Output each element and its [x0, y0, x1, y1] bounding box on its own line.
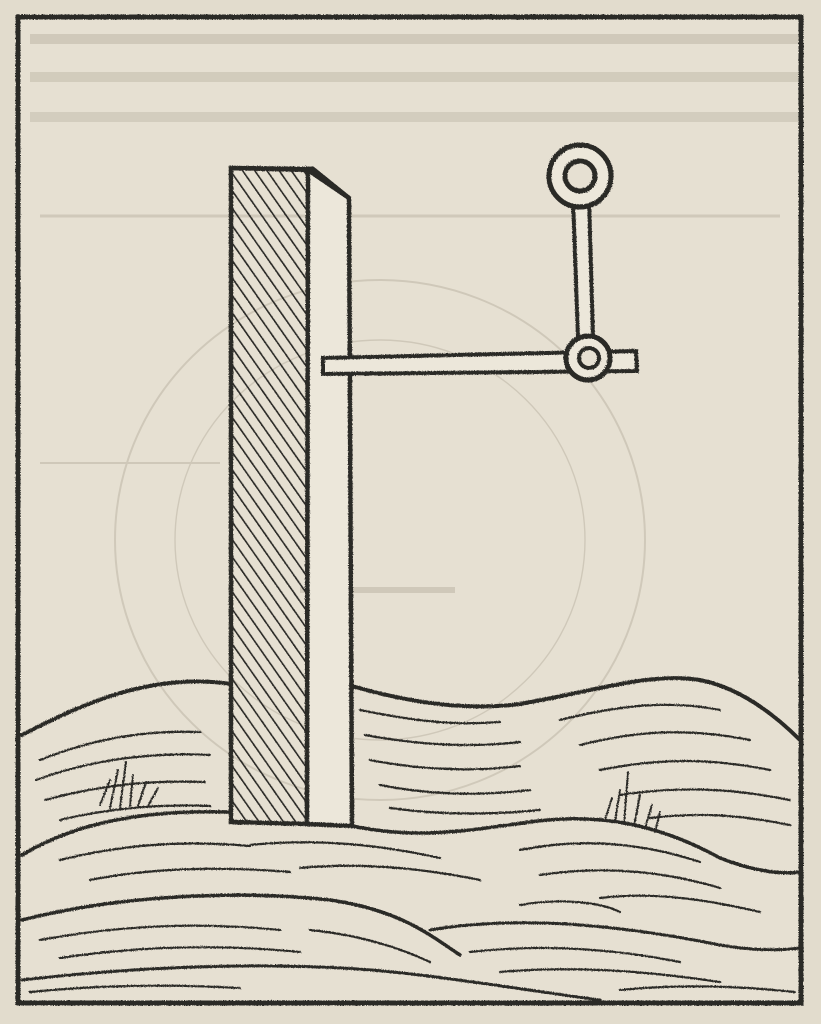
- post-side-face: [307, 170, 352, 826]
- joint-ring-inner: [579, 348, 599, 368]
- paper-tone-inner: [18, 18, 800, 1003]
- post-front-face: [231, 168, 308, 824]
- vertical-rod: [573, 198, 593, 338]
- top-ring-inner: [565, 161, 595, 191]
